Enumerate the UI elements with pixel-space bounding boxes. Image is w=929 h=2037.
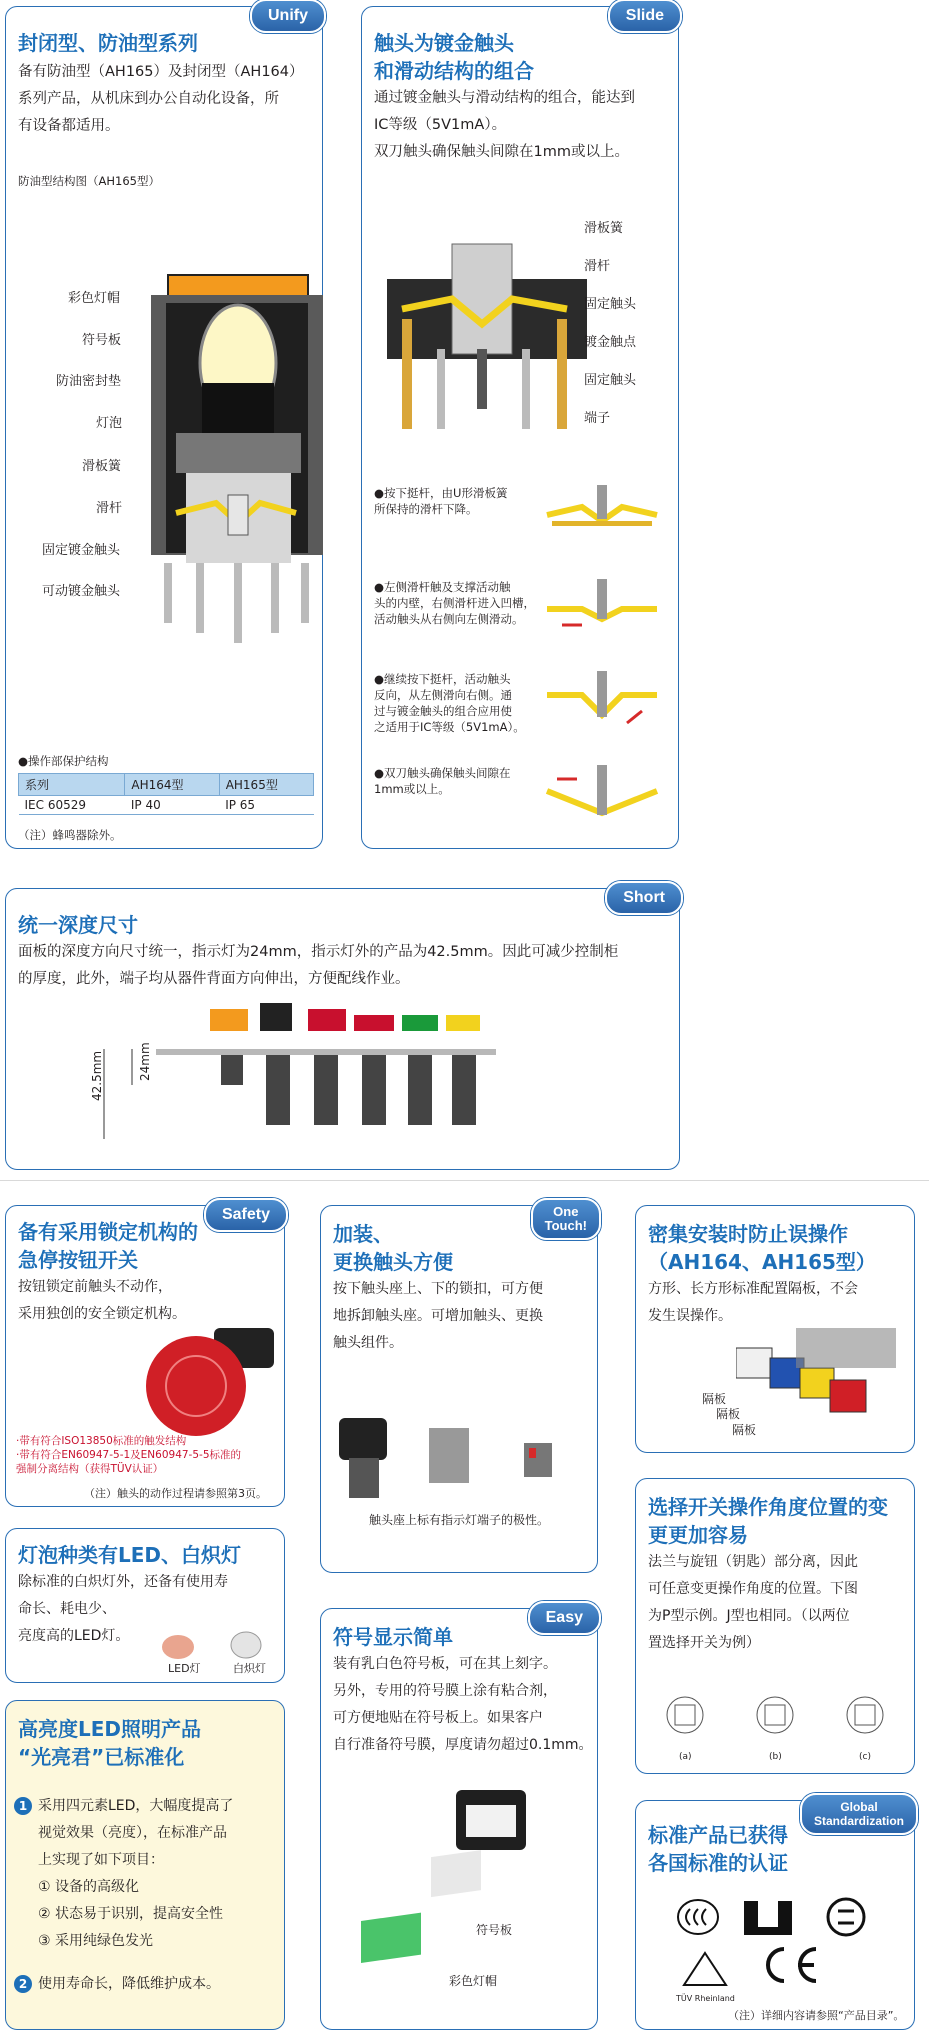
dimension-24mm: 24mm [138,1042,152,1081]
unify-diagram-caption: 防油型结构图（AH165型） [18,174,160,188]
number-badge: 1 [14,1797,32,1815]
dense-title: 密集安装时防止误操作 [648,1222,848,1246]
angle-body-line: 置选择开关为例） [648,1635,760,1651]
unify-label: 滑板簧 [82,459,122,474]
slide-panel [361,6,679,849]
angle-body-line: 为P型示例。J型也相同。（以两位 [648,1608,850,1624]
step-diagram-1 [542,485,662,545]
incandescent-lamp-image [226,1625,266,1665]
tuv-label: TÜV Rheinland [676,1994,735,2003]
unify-label: 彩色灯帽 [68,291,121,306]
dense-title: （AH164、AH165型） [648,1250,876,1274]
hiled-list [14,1793,279,1998]
slide-step [374,485,544,517]
selector-angle-diagrams [650,1675,900,1755]
short-title: 统一深度尺寸 [18,913,138,937]
safety-panel [5,1205,285,1507]
short-badge: Short [605,881,683,915]
safety-title: 备有采用锁定机构的 [18,1220,198,1244]
table-header: 系列 [19,774,125,796]
hiled-text: 采用四元素LED，大幅度提高了 [38,1798,234,1814]
hiled-title: “光亮君”已标准化 [18,1745,185,1769]
slide-badge: Slide [608,0,682,33]
angle-body-line: 法兰与旋钮（钥匙）部分离，因此 [648,1554,858,1570]
easy-body-line: 另外，专用的符号膜上涂有粘合剂， [333,1683,557,1699]
slide-title: 触头为镀金触头 [374,31,514,55]
slide-body-line: 双刀触头确保触头间隙在1mm或以上。 [374,144,629,160]
global-panel [635,1800,915,2030]
barrier-label: 隔板 [732,1423,757,1437]
step-diagram-4 [542,765,662,825]
angle-title: 选择开关操作角度位置的变 [648,1495,888,1519]
angle-panel [635,1478,915,1774]
barrier-label: 隔板 [716,1407,741,1421]
badge-line: One [553,1204,579,1219]
diagram-label: (b) [769,1752,782,1762]
badge-line: Touch! [544,1218,587,1233]
unify-body-line: 有设备都适用。 [18,118,120,134]
unify-body-line: 系列产品，从机床到办公自动化设备，所 [18,91,279,107]
unify-note: （注）蜂鸣器除外。 [18,828,122,842]
step-text: ●继续按下挺杆，活动触头 [374,672,511,686]
bulb-body-line: 命长、耗电少、 [18,1601,116,1617]
step-text: 之适用于IC等级（5V1mA）。 [374,720,525,734]
step-text: ●双刀触头确保触头间隙在 [374,766,511,780]
onetouch-caption: 触头座上标有指示灯端子的极性。 [369,1513,550,1527]
onetouch-body-line: 触头组件。 [333,1335,403,1351]
slide-label: 镀金触点 [584,335,637,350]
safety-note: （注）触头的动作过程请参照第3页。 [84,1487,267,1500]
slide-body-line: IC等级（5V1mA）。 [374,117,507,133]
bulb-body-line: 亮度高的LED灯。 [18,1628,130,1644]
global-note: （注）详细内容请参照“产品目录”。 [728,2009,905,2022]
step-text: 活动触头从右侧向左侧滑动。 [374,612,524,626]
table-header: AH164型 [125,774,219,796]
onetouch-title: 更换触头方便 [333,1250,453,1274]
bulb-body-line: 除标准的白炽灯外，还备有使用寿 [18,1574,228,1590]
unify-label: 符号板 [82,333,122,348]
unify-label: 固定镀金触头 [42,543,121,558]
hiled-text: 上实现了如下项目： [38,1852,164,1868]
angle-body-line: 可任意变更操作角度的位置。下图 [648,1581,858,1597]
hiled-title: 高亮度LED照明产品 [18,1717,202,1741]
short-panel [5,888,680,1170]
step-text: ●左侧滑杆触及支撑活动触 [374,580,511,594]
incandescent-label: 白炽灯 [233,1662,266,1675]
short-body-line: 的厚度，此外，端子均从器件背面方向伸出，方便配线作业。 [18,971,410,987]
step-text: ●按下挺杆，由U形滑板簧 [374,486,508,500]
unify-body-line: 备有防油型（AH165）及封闭型（AH164） [18,64,304,80]
badge-line: Standardization [813,1814,904,1828]
global-title: 标准产品已获得 [648,1823,788,1847]
step-text: 头的内壁，右侧滑杆进入凹槽， [374,596,535,610]
symbol-plate-image [361,1785,561,1985]
hiled-item: ① 设备的高级化 [38,1879,140,1895]
slide-label: 固定触头 [584,297,637,312]
slide-contact-diagram [382,239,592,439]
oilproof-structure-diagram [146,273,326,673]
safety-body-line: 按钮锁定前触头不动作， [18,1279,172,1295]
step-diagram-3 [542,671,662,731]
csa-mark-icon [824,1895,868,1939]
switch-row-illustration [96,1001,516,1141]
tuv-mark-icon [680,1949,730,1989]
red-line: ·带有符合ISO13850标准的触发结构 [16,1435,187,1447]
slide-label: 滑杆 [584,259,611,274]
safety-body-line: 采用独创的安全锁定机构。 [18,1306,186,1322]
global-title: 各国标准的认证 [648,1851,788,1875]
step-diagram-2 [542,579,662,639]
slide-label: 固定触头 [584,373,637,388]
ce-mark-icon [754,1943,824,1987]
slide-step [374,765,544,797]
bulb-title: 灯泡种类有LED、白炽灯 [18,1543,242,1567]
easy-title: 符号显示简单 [333,1625,453,1649]
diagram-label: (a) [679,1752,692,1762]
step-text: 1mm或以上。 [374,782,450,796]
ul-mark-icon [740,1895,804,1939]
onetouch-title: 加装、 [333,1222,393,1246]
easy-body-line: 可方便地贴在符号板上。如果客户 [333,1710,543,1726]
onetouch-body-line: 按下触头座上、下的锁扣，可方便 [333,1281,543,1297]
hiled-text: 使用寿命长，降低维护成本。 [38,1976,220,1992]
unify-label: 灯泡 [96,416,123,431]
symbol-plate-label: 符号板 [476,1923,513,1937]
table-cell: IP 65 [219,796,313,815]
section-divider [0,1180,929,1181]
slide-title: 和滑动结构的组合 [374,59,534,83]
short-body-line: 面板的深度方向尺寸统一，指示灯为24mm，指示灯外的产品为42.5mm。因此可减少控制柜 [18,944,619,960]
easy-body-line: 自行准备符号膜，厚度请勿超过0.1mm。 [333,1737,593,1753]
red-line: ·带有符合EN60947-5-1及EN60947-5-5标准的 [16,1449,241,1461]
unify-label: 滑杆 [96,501,123,516]
red-line: 强制分离结构（获得TÜV认证） [16,1463,164,1475]
slide-label: 端子 [584,411,611,426]
protect-heading: ●操作部保护结构 [18,754,109,768]
unify-badge: Unify [250,0,326,33]
easy-badge: Easy [528,1601,601,1635]
safety-red-note [16,1434,241,1476]
hiled-text: 视觉效果（亮度），在标准产品 [38,1825,227,1841]
hiled-item: ③ 采用纯绿色发光 [38,1933,154,1949]
led-label: LED灯 [168,1662,201,1675]
unify-panel [5,6,323,849]
onetouch-panel [320,1205,598,1573]
safety-badge: Safety [204,1198,288,1232]
slide-step [374,579,544,627]
contact-block-image [329,1398,589,1508]
ccc-mark-icon [676,1897,720,1937]
table-cell: IEC 60529 [19,796,125,815]
step-text: 所保持的滑杆下降。 [374,502,478,516]
onetouch-body-line: 地拆卸触头座。可增加触头、更换 [333,1308,543,1324]
easy-body-line: 装有乳白色符号板，可在其上刻字。 [333,1656,557,1672]
easy-panel [320,1608,598,2030]
dense-panel [635,1205,915,1453]
slide-step [374,671,544,735]
dimension-42-5mm: 42.5mm [90,1050,104,1101]
diagram-label: (c) [859,1752,871,1762]
badge-line: Global [840,1800,878,1814]
unify-label: 防油密封垫 [56,374,122,389]
step-text: 过与镀金触头的组合应用使 [374,704,512,718]
unify-title: 封闭型、防油型系列 [18,31,198,55]
unify-label: 可动镀金触头 [42,584,121,599]
hiled-panel [5,1700,285,2030]
table-cell: IP 40 [125,796,219,815]
color-cap-label: 彩色灯帽 [449,1974,498,1988]
barrier-switch-row-image [736,1328,906,1438]
step-text: 反向，从左侧滑向右侧。通 [374,688,512,702]
hiled-item: ② 状态易于识别，提高安全性 [38,1906,224,1922]
barrier-label: 隔板 [702,1392,727,1406]
emergency-stop-button-image [144,1318,284,1448]
bulb-panel [5,1528,285,1683]
table-header: AH165型 [219,774,313,796]
slide-label: 滑板簧 [584,221,624,236]
number-badge: 2 [14,1975,32,1993]
protection-table [18,773,314,815]
angle-title: 更更加容易 [648,1523,748,1547]
slide-body-line: 通过镀金触头与滑动结构的组合，能达到 [374,90,635,106]
safety-title: 急停按钮开关 [18,1248,138,1272]
dense-body-line: 发生误操作。 [648,1308,732,1324]
dense-body-line: 方形、长方形标准配置隔板，不会 [648,1281,858,1297]
